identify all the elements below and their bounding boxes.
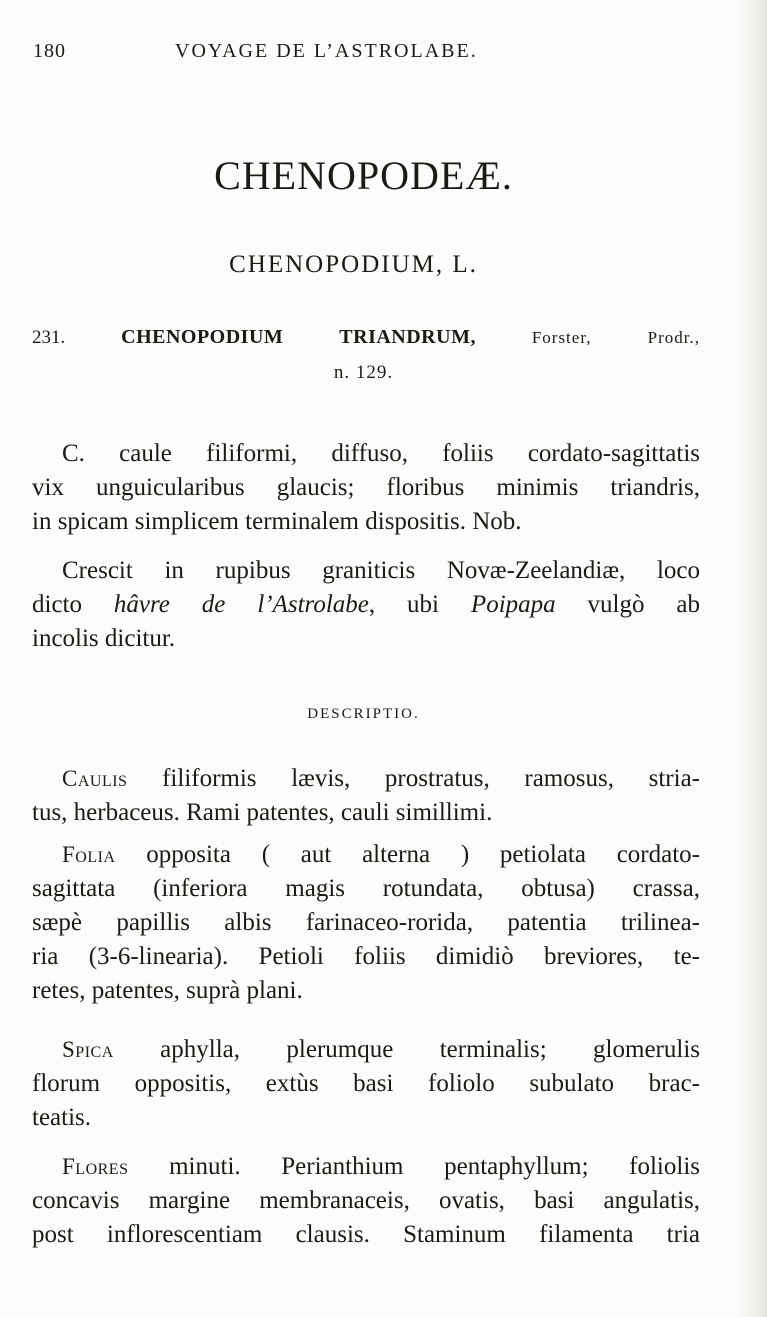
text-line: tus, herbaceus. Rami patentes, cauli simillimi. <box>32 799 493 826</box>
running-title: VOYAGE DE L’ASTROLABE. <box>175 40 478 62</box>
text-line: concavis margine membranaceis, ovatis, basi angulatis, <box>32 1187 700 1214</box>
flores-paragraph <box>32 1150 700 1252</box>
species-heading <box>32 326 700 349</box>
descriptio-heading: DESCRIPTIO. <box>307 706 420 722</box>
vernacular-name: Poipapa <box>470 591 556 618</box>
text-line: sagittata (inferiora magis rotundata, obtusa) crassa, <box>32 875 700 902</box>
text-line <box>32 1150 700 1184</box>
species-reference: n. 129. <box>333 362 394 383</box>
text-line: teatis. <box>32 1104 92 1131</box>
text-line: ria (3-6-linearia). Petioli foliis dimidiò breviores, te- <box>32 943 700 970</box>
running-head <box>33 40 733 72</box>
text-fragment: vulgò ab <box>555 591 701 618</box>
folia-paragraph <box>32 838 700 1008</box>
text-line: in spicam simplicem terminalem dispositis. Nob. <box>32 508 522 535</box>
page-number: 180 <box>33 40 66 62</box>
text-line: vix unguicularibus glaucis; floribus minimis triandris, <box>32 474 700 501</box>
habitat-paragraph <box>32 554 700 656</box>
text-line: Crescit in rupibus graniticis Novæ-Zeelandiæ, loco <box>62 557 700 584</box>
section-label: Flores <box>62 1154 129 1179</box>
species-name: CHENOPODIUM TRIANDRUM, <box>121 326 476 348</box>
text-fragment: aphylla, plerumque terminalis; glomerulis <box>113 1036 700 1063</box>
text-fragment: filiformis lævis, prostratus, ramosus, stria- <box>127 765 700 792</box>
text-line: C. caule filiformi, diffuso, foliis cordato-sagittatis <box>62 440 700 467</box>
text-line: incolis dicitur. <box>32 625 176 652</box>
text-fragment: , ubi <box>368 591 471 618</box>
text-line: florum oppositis, extùs basi foliolo subulato brac- <box>32 1070 700 1097</box>
species-number: 231. <box>32 327 66 348</box>
genus-title: CHENOPODIUM, L. <box>229 251 478 278</box>
species-author: Forster, Prodr., <box>531 328 701 347</box>
family-title: CHENOPODEÆ. <box>214 153 513 198</box>
text-line: post inflorescentiam clausis. Staminum filamenta tria <box>32 1221 700 1248</box>
text-line <box>32 838 700 872</box>
text-fragment: dicto <box>32 591 114 618</box>
text-fragment: opposita ( aut alterna ) petiolata cordato- <box>115 841 700 868</box>
spica-paragraph <box>32 1033 700 1135</box>
section-label: Spica <box>62 1037 114 1062</box>
text-fragment: minuti. Perianthium pentaphyllum; foliolis <box>128 1153 700 1180</box>
diagnosis-paragraph <box>32 437 700 539</box>
text-line: retes, patentes, suprà plani. <box>32 977 303 1004</box>
caulis-paragraph <box>32 762 700 830</box>
text-line <box>32 1033 700 1067</box>
section-label: Folia <box>62 842 116 867</box>
text-line <box>32 588 700 622</box>
locality-name: hâvre de l’Astrolabe <box>113 591 369 618</box>
section-label: Caulis <box>62 766 128 791</box>
text-line: sæpè papillis albis farinaceo-rorida, patentia trilinea- <box>32 909 700 936</box>
text-line <box>32 762 700 796</box>
page-edge-shadow <box>733 0 767 1317</box>
